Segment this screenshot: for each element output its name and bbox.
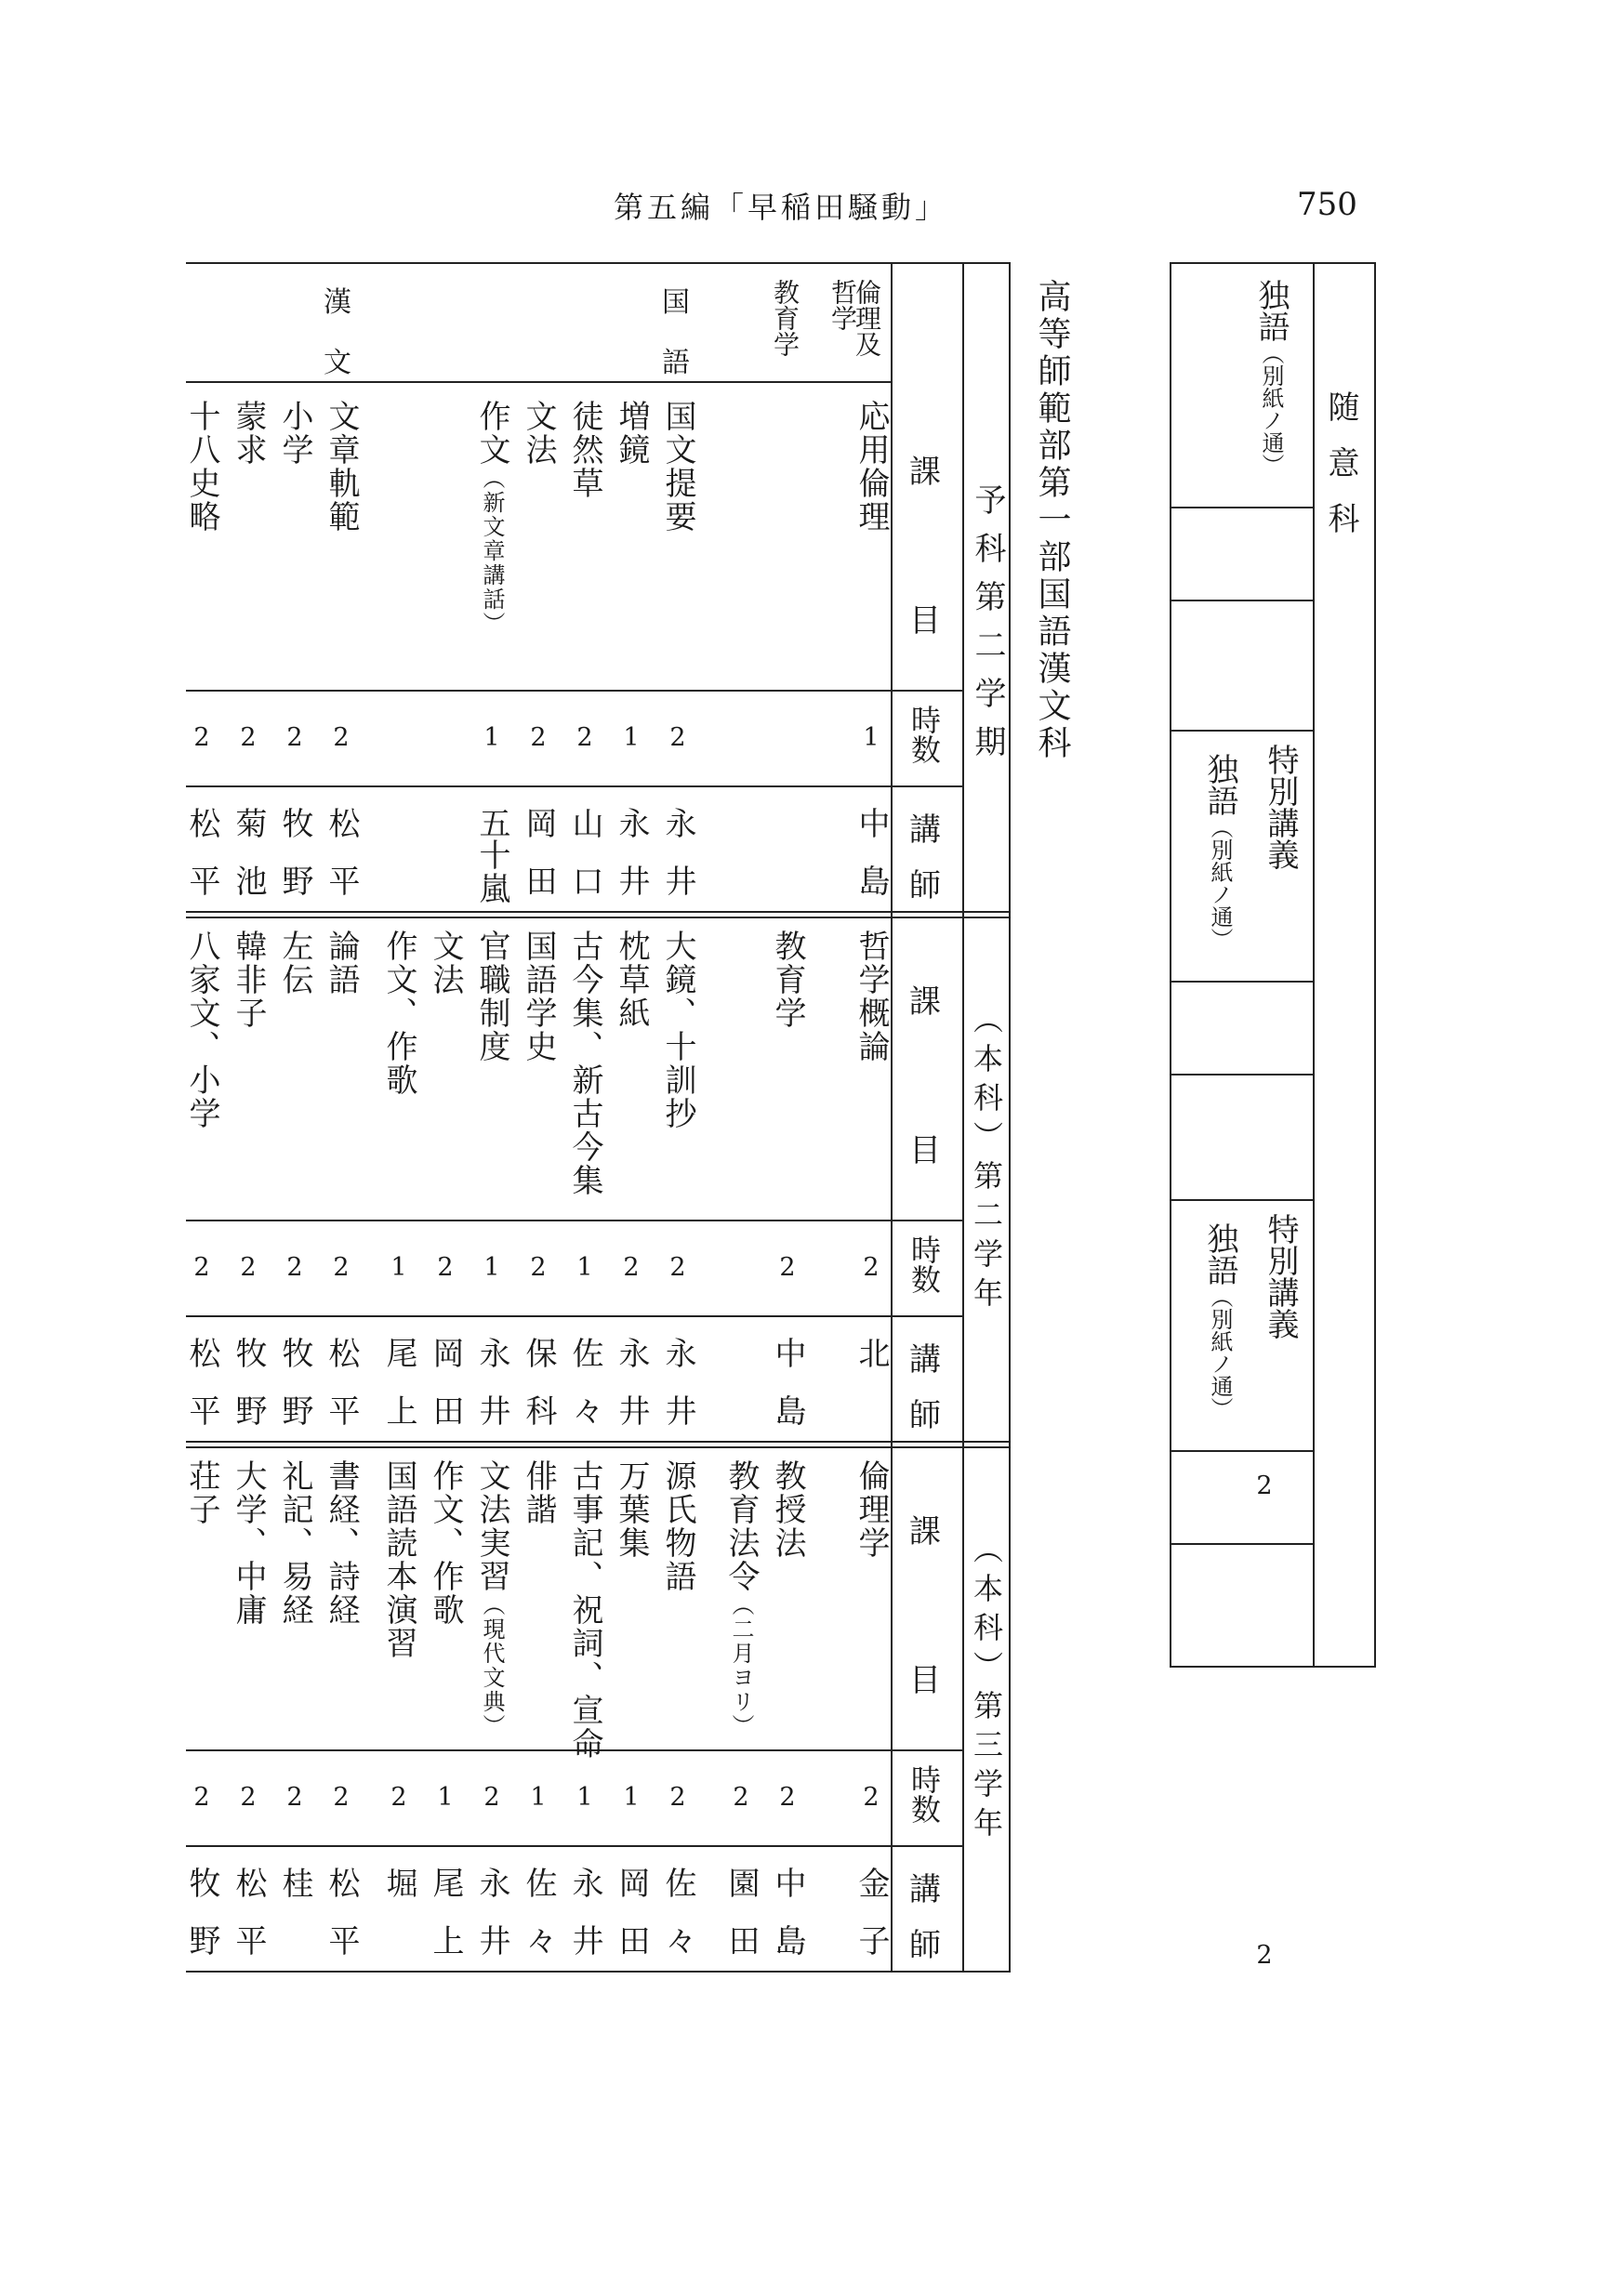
lecturer-cell-2: 平 xyxy=(323,1924,360,1956)
hours-cell: 1 xyxy=(483,1253,500,1282)
course-name: 荘子 xyxy=(183,1459,220,1526)
course-name: 枕草紙 xyxy=(613,930,650,1030)
lecturer-cell-2: 井 xyxy=(659,1394,696,1426)
hours-cell: 1 xyxy=(483,723,500,752)
hours-cell: 1 xyxy=(530,1783,547,1812)
lecturer-cell-2: 平 xyxy=(323,1394,360,1426)
hours-cell: 2 xyxy=(863,1783,880,1812)
lecturer-cell-2: 嵐 xyxy=(473,872,510,904)
lecturer-cell-2: 井 xyxy=(613,1394,650,1426)
course-cell xyxy=(520,400,557,467)
section-title-honka2-main: 第二学年 xyxy=(969,1160,1004,1316)
elective-course-note: （別紙ノ通） xyxy=(1207,816,1233,950)
lecturer-cell-2: 野 xyxy=(276,1394,313,1426)
lecturer-cell-1: 松 xyxy=(230,1867,267,1898)
lecturer-cell-1: 永 xyxy=(659,1337,696,1368)
course-name: 徒然草 xyxy=(566,400,603,500)
special-lecture-label: 特別講義 xyxy=(1262,1213,1299,1339)
course-cell xyxy=(230,400,267,467)
section-title-honka3-paren: （本科） xyxy=(969,1534,1004,1690)
category-kanbun: 漢 xyxy=(324,286,351,319)
course-name: 国語読本演習 xyxy=(380,1459,417,1660)
category-ethics-2: 哲学 xyxy=(827,279,858,331)
hours-cell: 2 xyxy=(333,1783,350,1812)
lecturer-cell-1: 永 xyxy=(613,807,650,838)
col-header-lecturer-2: 師 xyxy=(909,867,941,904)
elective-hours: 2 xyxy=(1256,1941,1273,1970)
course-name: 作文、作歌 xyxy=(380,930,417,1097)
lecturer-cell-1: 北 xyxy=(853,1337,890,1368)
lecturer-cell-2: 野 xyxy=(276,864,313,896)
course-cell xyxy=(323,1459,360,1627)
hours-cell: 2 xyxy=(863,1253,880,1282)
course-cell xyxy=(520,1459,557,1526)
lecturer-cell-1: 尾 xyxy=(427,1867,464,1898)
lecturer-cell-1: 尾 xyxy=(380,1337,417,1368)
course-name: 文法実習 xyxy=(473,1459,510,1593)
lecturer-cell-1: 金 xyxy=(853,1867,890,1898)
lecturer-cell-2: 島 xyxy=(769,1394,806,1426)
course-name: 八家文、小学 xyxy=(183,930,220,1130)
lecturer-cell-1: 桂 xyxy=(276,1867,313,1898)
special-lecture-label: 特別講義 xyxy=(1262,744,1299,870)
lecturer-cell-1: 菊 xyxy=(230,807,267,838)
col-header-course-2: 目 xyxy=(909,1132,941,1169)
course-name: 官職制度 xyxy=(473,930,510,1063)
elective-title: 随意科 xyxy=(1322,390,1359,558)
hours-cell: 2 xyxy=(390,1783,407,1812)
lecturer-cell-2: 井 xyxy=(473,1924,510,1956)
course-name: 教育法令 xyxy=(722,1459,760,1593)
lecturer-cell-1: 永 xyxy=(473,1337,510,1368)
hours-cell: 2 xyxy=(530,723,547,752)
lecturer-cell-2: 々 xyxy=(566,1394,603,1426)
col-header-lecturer: 講 xyxy=(909,1341,941,1379)
course-name: 十八史略 xyxy=(183,400,220,534)
hours-cell: 2 xyxy=(286,1253,303,1282)
section-title-honka3 xyxy=(969,1534,1004,1846)
lecturer-cell-2: 口 xyxy=(566,864,603,896)
hours-cell: 2 xyxy=(333,1253,350,1282)
hours-cell: 1 xyxy=(390,1253,407,1282)
course-name: 万葉集 xyxy=(613,1459,650,1560)
lecturer-cell-2: 島 xyxy=(769,1924,806,1956)
course-name: 作文、作歌 xyxy=(427,1459,464,1627)
category-kokugo-2: 語 xyxy=(662,347,690,379)
lecturer-cell-1: 岡 xyxy=(520,807,557,838)
course-cell xyxy=(769,1459,806,1560)
lecturer-cell-1: 松 xyxy=(183,1337,220,1368)
course-note: （二月ヨリ） xyxy=(728,1593,754,1738)
col-header-hours: 時数 xyxy=(906,1234,942,1294)
lecturer-cell-2: 野 xyxy=(230,1394,267,1426)
course-cell xyxy=(613,930,650,1030)
elective-course xyxy=(1201,753,1238,950)
lecturer-cell-1: 牧 xyxy=(276,1337,313,1368)
lecturer-cell-2: 平 xyxy=(183,864,220,896)
hours-cell: 2 xyxy=(193,1783,210,1812)
elective-course-name: 独語 xyxy=(1201,753,1238,816)
elective-course-note: （別紙ノ通） xyxy=(1207,1286,1233,1419)
course-cell xyxy=(276,930,313,996)
col-header-hours: 時数 xyxy=(906,1764,942,1824)
course-name: 俳諧 xyxy=(520,1459,557,1526)
hours-cell: 2 xyxy=(333,723,350,752)
course-name: 源氏物語 xyxy=(659,1459,696,1593)
course-name: 国語学史 xyxy=(520,930,557,1063)
lecturer-cell-1: 岡 xyxy=(427,1337,464,1368)
course-cell xyxy=(380,1459,417,1660)
course-name: 倫理学 xyxy=(853,1459,890,1560)
lecturer-cell-1: 牧 xyxy=(183,1867,220,1898)
lecturer-cell-1: 松 xyxy=(323,1337,360,1368)
lecturer-cell-2: 田 xyxy=(520,864,557,896)
lecturer-cell-1: 佐 xyxy=(520,1867,557,1898)
course-name: 蒙求 xyxy=(230,400,267,467)
lecturer-cell-1: 永 xyxy=(659,807,696,838)
hours-cell: 1 xyxy=(863,723,880,752)
lecturer-cell-1: 山 xyxy=(566,807,603,838)
course-cell xyxy=(566,1459,603,1761)
lecturer-cell-2: 井 xyxy=(473,1394,510,1426)
lecturer-cell-2: 上 xyxy=(380,1394,417,1426)
section-title-yoka: 予科第二学期 xyxy=(969,483,1006,773)
course-cell xyxy=(613,400,650,467)
hours-cell: 2 xyxy=(240,1783,257,1812)
course-cell xyxy=(566,400,603,500)
hours-cell: 1 xyxy=(623,723,640,752)
course-name: 文法 xyxy=(427,930,464,996)
lecturer-cell-2: 池 xyxy=(230,864,267,896)
category-ethics: 倫理及 xyxy=(852,279,882,357)
course-name: 左伝 xyxy=(276,930,313,996)
course-cell xyxy=(659,400,696,534)
lecturer-cell-1: 松 xyxy=(183,807,220,838)
hours-cell: 2 xyxy=(733,1783,749,1812)
lecturer-cell-1: 佐 xyxy=(566,1337,603,1368)
lecturer-cell-2: 島 xyxy=(853,864,890,896)
course-cell xyxy=(659,930,696,1130)
course-cell xyxy=(183,930,220,1130)
course-cell xyxy=(323,400,360,534)
lecturer-cell-1: 松 xyxy=(323,807,360,838)
col-header-hours: 時数 xyxy=(906,705,942,764)
course-note: （新文章講話） xyxy=(479,467,505,636)
col-header-course: 課 xyxy=(909,983,941,1021)
lecturer-cell-2: 上 xyxy=(427,1924,464,1956)
hours-cell: 2 xyxy=(669,723,686,752)
course-name: 応用倫理 xyxy=(853,400,890,534)
elective-course-note: （別紙ノ通） xyxy=(1258,342,1284,476)
col-header-lecturer-2: 師 xyxy=(909,1927,941,1964)
elective-course-name: 独語 xyxy=(1201,1222,1238,1286)
hours-cell: 2 xyxy=(669,1253,686,1282)
lecturer-cell-2: 科 xyxy=(520,1394,557,1426)
category-kokugo: 国 xyxy=(662,286,690,319)
hours-cell: 2 xyxy=(623,1253,640,1282)
lecturer-cell-1: 佐 xyxy=(659,1867,696,1898)
course-cell xyxy=(769,930,806,1030)
course-name: 国文提要 xyxy=(659,400,696,534)
course-cell xyxy=(853,400,890,534)
course-cell xyxy=(183,400,220,534)
lecturer-cell-2: 々 xyxy=(659,1924,696,1956)
course-name: 書経、詩経 xyxy=(323,1459,360,1627)
course-note: （現代文典） xyxy=(479,1593,505,1738)
hours-cell: 2 xyxy=(437,1253,454,1282)
course-cell xyxy=(427,930,464,996)
course-name: 文法 xyxy=(520,400,557,467)
course-cell xyxy=(276,400,313,467)
course-name: 古事記、祝詞、宣命 xyxy=(566,1459,603,1761)
col-header-course-2: 目 xyxy=(909,1662,941,1699)
course-cell xyxy=(230,930,267,1030)
category-edu: 教育学 xyxy=(770,279,800,357)
hours-cell: 2 xyxy=(286,723,303,752)
hours-cell: 2 xyxy=(669,1783,686,1812)
course-name: 教育学 xyxy=(769,930,806,1030)
lecturer-cell-1: 永 xyxy=(566,1867,603,1898)
lecturer-cell-1: 中 xyxy=(769,1867,806,1898)
course-name: 論語 xyxy=(323,930,360,996)
lecturer-cell-1: 五十 xyxy=(473,807,510,870)
section-title-honka2 xyxy=(969,1004,1004,1316)
elective-course-name: 独語 xyxy=(1252,279,1290,342)
course-name: 大鏡、十訓抄 xyxy=(659,930,696,1130)
lecturer-cell-2: 野 xyxy=(183,1924,220,1956)
hours-cell: 1 xyxy=(437,1783,454,1812)
running-header: 第五編「早稲田騒動」 xyxy=(614,190,949,225)
course-name: 古今集、新古今集 xyxy=(566,930,603,1197)
hours-cell: 2 xyxy=(286,1783,303,1812)
lecturer-cell-2: 田 xyxy=(613,1924,650,1956)
course-cell xyxy=(473,930,510,1063)
lecturer-cell-2: 々 xyxy=(520,1924,557,1956)
hours-cell: 2 xyxy=(240,1253,257,1282)
lecturer-cell-1: 堀 xyxy=(380,1867,417,1898)
hours-cell: 1 xyxy=(623,1783,640,1812)
lecturer-cell-1: 中 xyxy=(853,807,890,838)
course-cell xyxy=(613,1459,650,1560)
hours-cell: 2 xyxy=(193,1253,210,1282)
course-name: 哲学概論 xyxy=(853,930,890,1063)
lecturer-cell-2: 田 xyxy=(427,1394,464,1426)
section-title-honka2-paren: （本科） xyxy=(969,1004,1004,1160)
lecturer-cell-1: 牧 xyxy=(230,1337,267,1368)
lecturer-cell-2: 井 xyxy=(613,864,650,896)
lecturer-cell-2: 井 xyxy=(659,864,696,896)
course-name: 韓非子 xyxy=(230,930,267,1030)
hours-cell: 1 xyxy=(576,1253,593,1282)
course-cell xyxy=(380,930,417,1097)
hours-cell: 2 xyxy=(483,1783,500,1812)
hours-cell: 1 xyxy=(576,1783,593,1812)
course-name: 教授法 xyxy=(769,1459,806,1560)
category-kanbun-2: 文 xyxy=(324,347,351,379)
col-header-lecturer: 講 xyxy=(909,1871,941,1908)
course-cell xyxy=(520,930,557,1063)
course-name: 小学 xyxy=(276,400,313,467)
hours-cell: 2 xyxy=(193,723,210,752)
course-cell xyxy=(427,1459,464,1627)
table-title: 高等師範部第一部国語漢文科 xyxy=(1033,279,1071,762)
lecturer-cell-1: 永 xyxy=(613,1337,650,1368)
hours-cell: 2 xyxy=(576,723,593,752)
lecturer-cell-2: 平 xyxy=(183,1394,220,1426)
course-cell xyxy=(230,1459,267,1627)
hours-cell: 2 xyxy=(779,1783,796,1812)
col-header-lecturer: 講 xyxy=(909,812,941,849)
hours-cell: 2 xyxy=(779,1253,796,1282)
course-cell xyxy=(853,1459,890,1560)
hours-cell: 2 xyxy=(530,1253,547,1282)
lecturer-cell-2: 田 xyxy=(722,1924,760,1956)
elective-course xyxy=(1201,1222,1238,1419)
course-cell xyxy=(659,1459,696,1593)
lecturer-cell-1: 中 xyxy=(769,1337,806,1368)
elective-course xyxy=(1252,279,1290,476)
course-name: 礼記、易経 xyxy=(276,1459,313,1627)
course-cell xyxy=(323,930,360,996)
col-header-course-2: 目 xyxy=(909,602,941,640)
course-name: 大学、中庸 xyxy=(230,1459,267,1627)
course-cell xyxy=(853,930,890,1063)
course-cell xyxy=(566,930,603,1197)
lecturer-cell-1: 保 xyxy=(520,1337,557,1368)
col-header-course: 課 xyxy=(909,454,941,491)
elective-hours: 2 xyxy=(1256,1471,1273,1500)
lecturer-cell-2: 子 xyxy=(853,1924,890,1956)
lecturer-cell-1: 永 xyxy=(473,1867,510,1898)
lecturer-cell-1: 園 xyxy=(722,1867,760,1898)
lecturer-cell-2: 井 xyxy=(566,1924,603,1956)
course-cell xyxy=(473,1459,510,1738)
hours-cell: 2 xyxy=(240,723,257,752)
col-header-lecturer-2: 師 xyxy=(909,1397,941,1434)
course-cell xyxy=(276,1459,313,1627)
section-title-honka3-main: 第三学年 xyxy=(969,1690,1004,1846)
lecturer-cell-2: 平 xyxy=(230,1924,267,1956)
course-cell xyxy=(183,1459,220,1526)
course-name: 文章軌範 xyxy=(323,400,360,534)
course-name: 増鏡 xyxy=(613,400,650,467)
page-number: 750 xyxy=(1297,186,1357,223)
lecturer-cell-1: 牧 xyxy=(276,807,313,838)
course-cell xyxy=(722,1459,760,1738)
course-cell xyxy=(473,400,510,636)
course-name: 作文 xyxy=(473,400,510,467)
col-header-course: 課 xyxy=(909,1513,941,1550)
lecturer-cell-2: 平 xyxy=(323,864,360,896)
lecturer-cell-1: 松 xyxy=(323,1867,360,1898)
lecturer-cell-1: 岡 xyxy=(613,1867,650,1898)
